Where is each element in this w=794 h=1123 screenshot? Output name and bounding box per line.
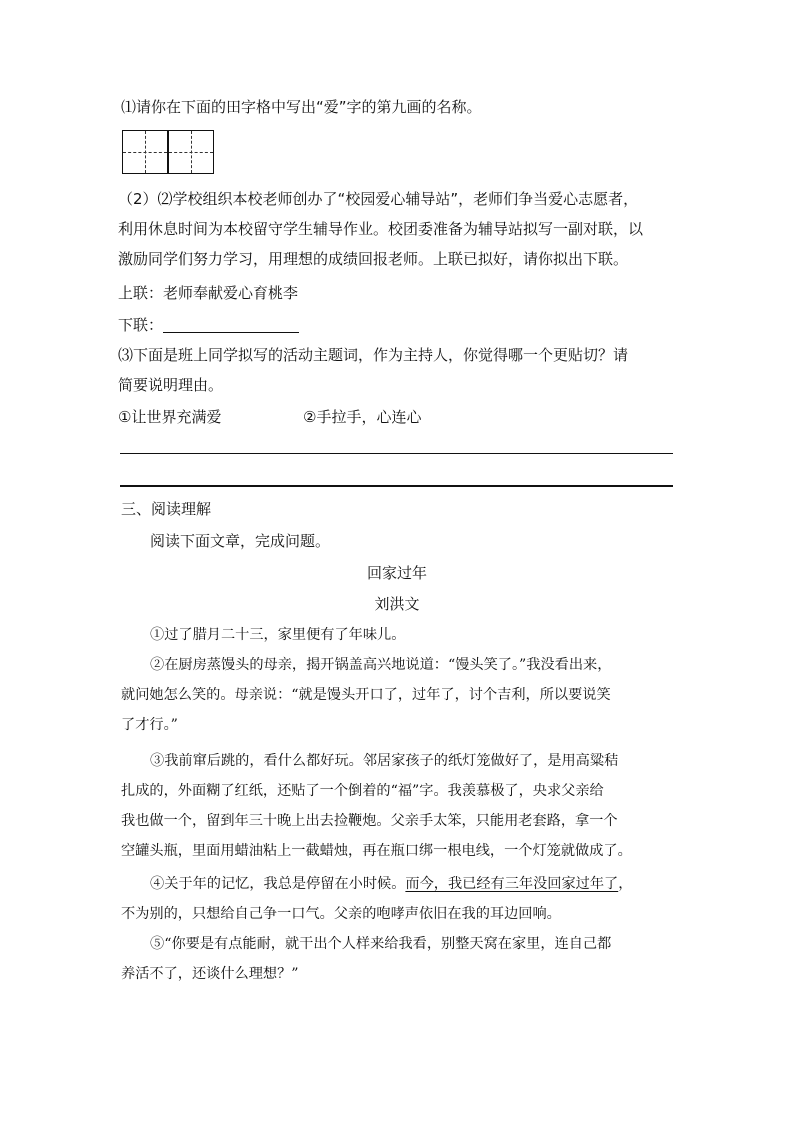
question-1-text: ⑴请你在下面的田字格中写出“爱”字的第九画的名称。 [121,98,482,116]
couplet-upper: 上联：老师奉献爱心育桃李 [118,284,299,302]
paragraph-2-line-3: 了才行。” [121,717,178,733]
question-2-line-1: （2）⑵学校组织本校老师创办了“校园爱心辅导站”，老师们争当爱心志愿者， [118,190,639,208]
answer-line-1[interactable] [120,453,673,454]
underlined-sentence: 而今，我已经有三年没回家过年了 [405,876,619,892]
paragraph-2-line-2: 就问她怎么笑的。母亲说：“就是馒头开口了，过年了，讨个吉利，所以要说笑 [121,687,611,703]
paragraph-1: ①过了腊月二十三，家里便有了年味儿。 [150,627,406,643]
tianzige-cell-2[interactable] [168,130,214,174]
paragraph-3-line-4: 空罐头瓶，里面用蜡油粘上一截蜡烛，再在瓶口绑一根电线，一个灯笼就做成了。 [121,843,632,859]
paragraph-3-line-2: 扎成的，外面糊了红纸，还贴了一个倒着的“福”字。我羡慕极了，央求父亲给 [121,783,604,799]
question-3-line-2: 简要说明理由。 [118,376,224,394]
question-3-line-1: ⑶下面是班上同学拟写的活动主题词，作为主持人，你觉得哪一个更贴切？请 [118,346,629,364]
couplet-lower-answer-line[interactable] [163,316,299,333]
paragraph-3-line-1: ③我前窜后跳的，看什么都好玩。邻居家孩子的纸灯笼做好了，是用高粱秸 [150,753,619,769]
paragraph-4-line-1 [150,873,632,895]
tianzige-grid[interactable] [122,130,214,174]
section-heading: 三、阅读理解 [121,500,212,518]
section-instruction: 阅读下面文章，完成问题。 [150,532,331,550]
paragraph-5-line-2: 养活不了，还谈什么理想？” [121,966,299,982]
paragraph-4-comma: ， [618,876,633,892]
answer-line-2[interactable] [120,485,673,487]
article-title: 回家过年 [366,564,427,582]
paragraph-5-line-1: ⑤“你要是有点能耐，就干出个人样来给我看，别整天窝在家里，连自己都 [150,936,612,952]
option-2: ②手拉手，心连心 [303,408,422,426]
paragraph-4-line-2: 不为别的，只想给自己争一口气。父亲的咆哮声依旧在我的耳边回响。 [121,906,561,922]
tianzige-cell-1[interactable] [122,130,168,174]
paragraph-3-line-3: 我也做一个，留到年三十晚上出去捡鞭炮。父亲手太笨，只能用老套路，拿一个 [121,813,618,829]
question-2-line-3: 激励同学们努力学习，用理想的成绩回报老师。上联已拟好，请你拟出下联。 [118,250,629,268]
paragraph-4-lead: ④关于年的记忆，我总是停留在小时候。 [150,876,406,892]
couplet-lower-label: 下联： [118,316,164,334]
option-1: ①让世界充满爱 [118,408,222,426]
article-author: 刘洪文 [374,595,420,613]
couplet-lower-row [118,314,299,336]
paragraph-2-line-1: ②在厨房蒸馒头的母亲，揭开锅盖高兴地说道：“馒头笑了。”我没看出来， [150,657,612,673]
question-2-line-2: 利用休息时间为本校留守学生辅导作业。校团委准备为辅导站拟写一副对联，以 [118,220,644,238]
